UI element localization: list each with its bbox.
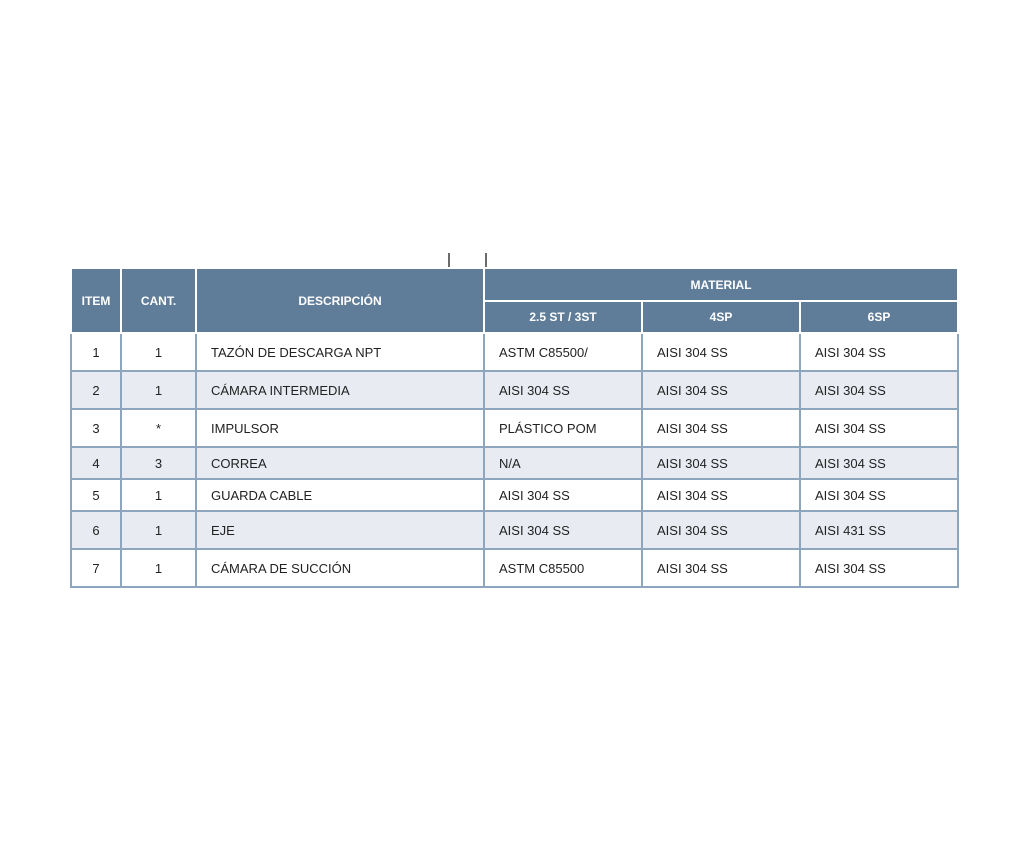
header-material-2-5st-3st: 2.5 ST / 3ST	[484, 301, 642, 333]
cell-descripcion: GUARDA CABLE	[196, 479, 484, 511]
cell-material-6sp: AISI 304 SS	[800, 479, 958, 511]
cell-item: 5	[71, 479, 121, 511]
cell-cant: 1	[121, 549, 196, 587]
header-descripcion: DESCRIPCIÓN	[196, 268, 484, 333]
cell-material-2-5st-3st: AISI 304 SS	[484, 511, 642, 549]
cell-material-2-5st-3st: AISI 304 SS	[484, 479, 642, 511]
header-material: MATERIAL	[484, 268, 958, 301]
cell-material-4sp: AISI 304 SS	[642, 447, 800, 479]
table-row	[71, 511, 958, 549]
cell-material-4sp: AISI 304 SS	[642, 479, 800, 511]
table-row	[71, 447, 958, 479]
cell-descripcion: TAZÓN DE DESCARGA NPT	[196, 333, 484, 371]
cell-material-6sp: AISI 304 SS	[800, 333, 958, 371]
cell-cant: *	[121, 409, 196, 447]
header-cant: CANT.	[121, 268, 196, 333]
parts-material-table	[70, 267, 959, 588]
table-row	[71, 549, 958, 587]
header-item: ITEM	[71, 268, 121, 333]
cell-material-6sp: AISI 304 SS	[800, 447, 958, 479]
cell-cant: 1	[121, 479, 196, 511]
table-header	[71, 268, 958, 333]
cell-item: 3	[71, 409, 121, 447]
cell-material-2-5st-3st: ASTM C85500	[484, 549, 642, 587]
cell-material-4sp: AISI 304 SS	[642, 511, 800, 549]
cell-material-2-5st-3st: AISI 304 SS	[484, 371, 642, 409]
table-row	[71, 371, 958, 409]
tick-mark	[448, 253, 450, 267]
cell-cant: 1	[121, 511, 196, 549]
cell-cant: 1	[121, 371, 196, 409]
header-material-4sp: 4SP	[642, 301, 800, 333]
cell-material-4sp: AISI 304 SS	[642, 549, 800, 587]
cell-material-6sp: AISI 304 SS	[800, 549, 958, 587]
cell-descripcion: CÁMARA INTERMEDIA	[196, 371, 484, 409]
cell-item: 7	[71, 549, 121, 587]
cell-descripcion: CÁMARA DE SUCCIÓN	[196, 549, 484, 587]
cell-descripcion: EJE	[196, 511, 484, 549]
cell-item: 2	[71, 371, 121, 409]
table-row	[71, 333, 958, 371]
table-row	[71, 409, 958, 447]
cell-item: 1	[71, 333, 121, 371]
cell-material-2-5st-3st: ASTM C85500/	[484, 333, 642, 371]
cell-item: 6	[71, 511, 121, 549]
table-row	[71, 479, 958, 511]
cell-cant: 3	[121, 447, 196, 479]
cell-material-4sp: AISI 304 SS	[642, 333, 800, 371]
tick-mark	[485, 253, 487, 267]
cell-material-2-5st-3st: N/A	[484, 447, 642, 479]
cell-descripcion: CORREA	[196, 447, 484, 479]
cell-material-4sp: AISI 304 SS	[642, 371, 800, 409]
cell-material-6sp: AISI 431 SS	[800, 511, 958, 549]
cell-material-6sp: AISI 304 SS	[800, 409, 958, 447]
cell-item: 4	[71, 447, 121, 479]
cell-cant: 1	[121, 333, 196, 371]
cell-descripcion: IMPULSOR	[196, 409, 484, 447]
cell-material-6sp: AISI 304 SS	[800, 371, 958, 409]
cell-material-2-5st-3st: PLÁSTICO POM	[484, 409, 642, 447]
table-body	[71, 333, 958, 587]
cell-material-4sp: AISI 304 SS	[642, 409, 800, 447]
header-material-6sp: 6SP	[800, 301, 958, 333]
